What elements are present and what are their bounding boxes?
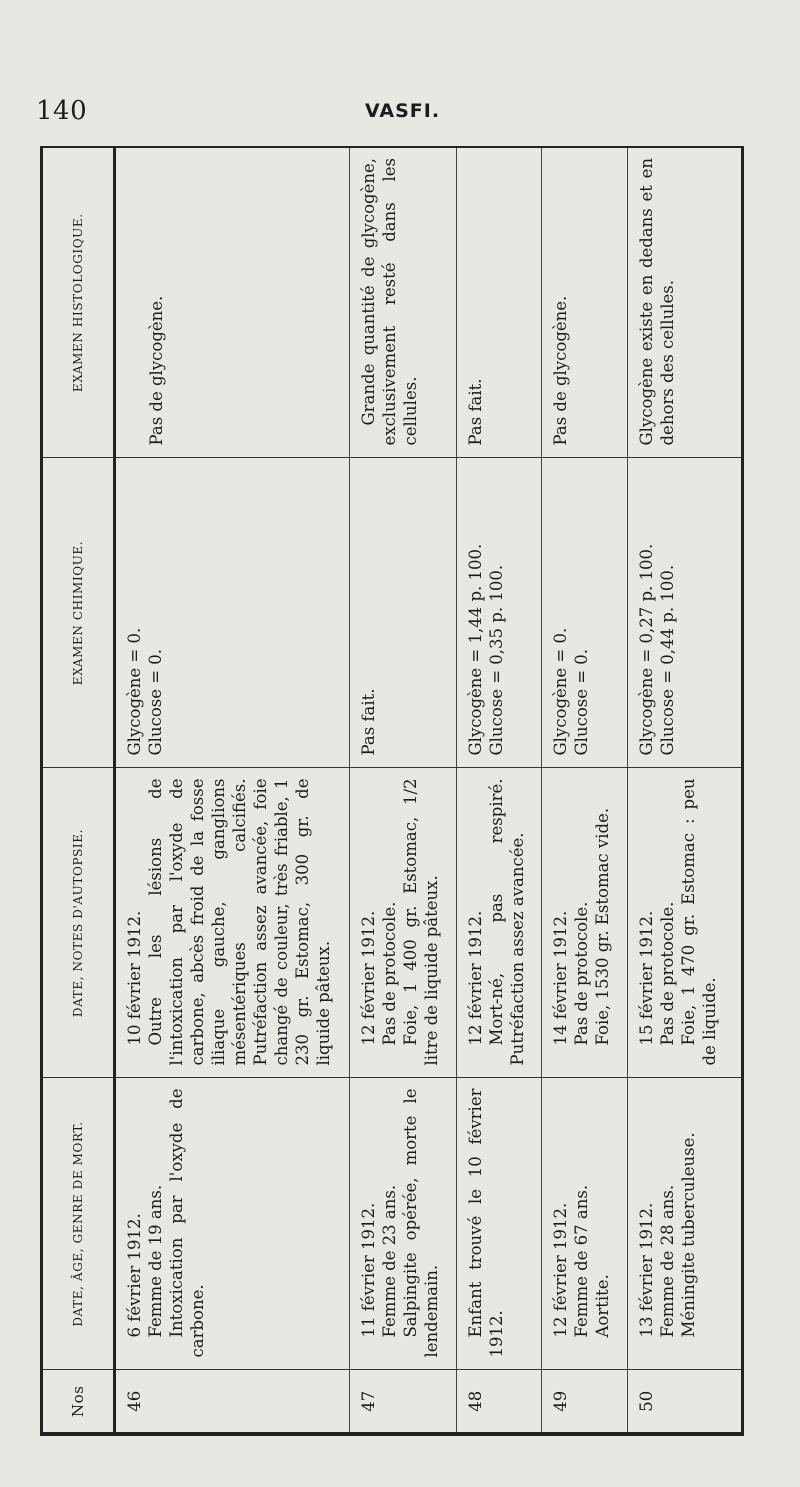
chemistry-result: Pas fait.	[359, 688, 378, 756]
glucose-value: Glucose = 0,35 p. 100.	[487, 564, 506, 756]
date-line: Enfant trouvé le 10 février 1912.	[466, 1088, 506, 1358]
date-age-cell	[350, 1078, 457, 1370]
autopsy-notes: Outre les lésions de l'intoxication par l'oxyde de carbone, abcès froid de la fosse iliaque gauche, ganglions mésentériques calcifiés. Putréfaction assez avancée, foie changé de couleur, très friable, 1 230 gr. Estomac, 300 gr. de liquide pâteux.	[146, 778, 333, 1066]
glucose-value: Glucose = 0.	[146, 648, 165, 756]
age-line: Femme de 67 ans.	[572, 1184, 591, 1338]
autopsie-cell	[542, 768, 628, 1078]
histologique-cell	[628, 148, 742, 458]
date-age-cell	[628, 1078, 742, 1370]
case-number: 49	[542, 1370, 628, 1432]
table-row	[115, 148, 350, 1432]
autopsy-date: 12 février 1912.	[359, 910, 378, 1046]
date-line: 11 février 1912.	[359, 1202, 378, 1338]
cause-line: Intoxication par l'oxyde de carbone.	[167, 1088, 207, 1358]
page-number: 140	[36, 96, 88, 126]
glucose-value: Glucose = 0,44 p. 100.	[658, 564, 677, 756]
autopsy-notes: Pas de protocole.	[380, 901, 399, 1046]
header-autopsie: DATE, NOTES D'AUTOPSIE.	[43, 768, 115, 1078]
case-number: 50	[628, 1370, 742, 1432]
histology-result: Pas de glycogène.	[147, 295, 166, 446]
autopsy-notes: Pas de protocole.	[658, 901, 677, 1046]
histologique-cell	[542, 148, 628, 458]
chimique-cell	[350, 458, 457, 768]
running-head: VASFI.	[365, 100, 441, 122]
autopsy-date: 12 février 1912.	[466, 910, 485, 1046]
autopsy-date: 14 février 1912.	[551, 910, 570, 1046]
cause-line: Salpingite opérée, morte le lendemain.	[401, 1088, 441, 1358]
histologique-cell	[115, 148, 350, 458]
autopsy-notes: Mort-né, pas respiré. Putréfaction assez avancée.	[487, 778, 527, 1066]
header-numero: Nos	[43, 1370, 115, 1432]
autopsy-table	[43, 148, 741, 1432]
autopsy-notes: Foie, 1 470 gr. Estomac : peu de liquide.	[679, 778, 719, 1066]
table-header-row	[43, 148, 115, 1432]
histologique-cell	[457, 148, 542, 458]
histology-result: Glycogène existe en dedans et en dehors des cellules.	[637, 158, 677, 446]
autopsie-cell	[628, 768, 742, 1078]
case-number: 46	[125, 1390, 144, 1412]
date-line: 12 février 1912.	[551, 1202, 570, 1338]
autopsy-date: 10 février 1912.	[125, 910, 144, 1046]
date-line: 13 février 1912.	[637, 1202, 656, 1338]
age-line: Femme de 28 ans.	[658, 1184, 677, 1338]
header-date-age: DATE, ÂGE, GENRE DE MORT.	[43, 1078, 115, 1370]
autopsy-table-frame	[40, 146, 744, 1436]
autopsy-date: 15 février 1912.	[637, 910, 656, 1046]
date-age-cell	[542, 1078, 628, 1370]
date-age-cell	[457, 1078, 542, 1370]
autopsie-cell	[350, 768, 457, 1078]
autopsy-notes: Pas de protocole.	[572, 901, 591, 1046]
header-histologique: EXAMEN HISTOLOGIQUE.	[43, 148, 115, 458]
glucose-value: Glucose = 0.	[572, 648, 591, 756]
glycogene-value: Glycogène = 1,44 p. 100.	[466, 543, 485, 756]
rotated-table-wrapper	[43, 148, 741, 1432]
glycogene-value: Glycogène = 0.	[551, 627, 570, 756]
table-row	[542, 148, 628, 1432]
histologique-cell	[350, 148, 457, 458]
histology-result: Pas fait.	[466, 378, 485, 446]
cause-line: Méningite tuberculeuse.	[679, 1132, 698, 1338]
age-line: Femme de 23 ans.	[380, 1184, 399, 1338]
age-line: Femme de 19 ans.	[146, 1184, 165, 1338]
date-line: 6 février 1912.	[125, 1213, 144, 1338]
table-row	[628, 148, 742, 1432]
histology-result: Grande quantité de glycogène, exclusivement resté dans les cellules.	[359, 158, 420, 446]
cause-line: Aortite.	[593, 1274, 612, 1338]
chimique-cell	[628, 458, 742, 768]
autopsie-cell	[115, 768, 350, 1078]
header-chimique: EXAMEN CHIMIQUE.	[43, 458, 115, 768]
case-number: 47	[350, 1370, 457, 1432]
table-row	[457, 148, 542, 1432]
glycogene-value: Glycogène = 0.	[125, 627, 144, 756]
chimique-cell	[457, 458, 542, 768]
chimique-cell	[542, 458, 628, 768]
date-age-cell	[115, 1078, 350, 1370]
autopsy-notes: Foie, 1 400 gr. Estomac, 1/2 litre de liquide pâteux.	[401, 778, 441, 1066]
histology-result: Pas de glycogène.	[551, 295, 570, 446]
glycogene-value: Glycogène = 0,27 p. 100.	[637, 543, 656, 756]
table-row	[350, 148, 457, 1432]
autopsie-cell	[457, 768, 542, 1078]
autopsy-notes: Foie, 1530 gr. Estomac vide.	[593, 807, 612, 1046]
chimique-cell	[115, 458, 350, 768]
case-number: 48	[457, 1370, 542, 1432]
